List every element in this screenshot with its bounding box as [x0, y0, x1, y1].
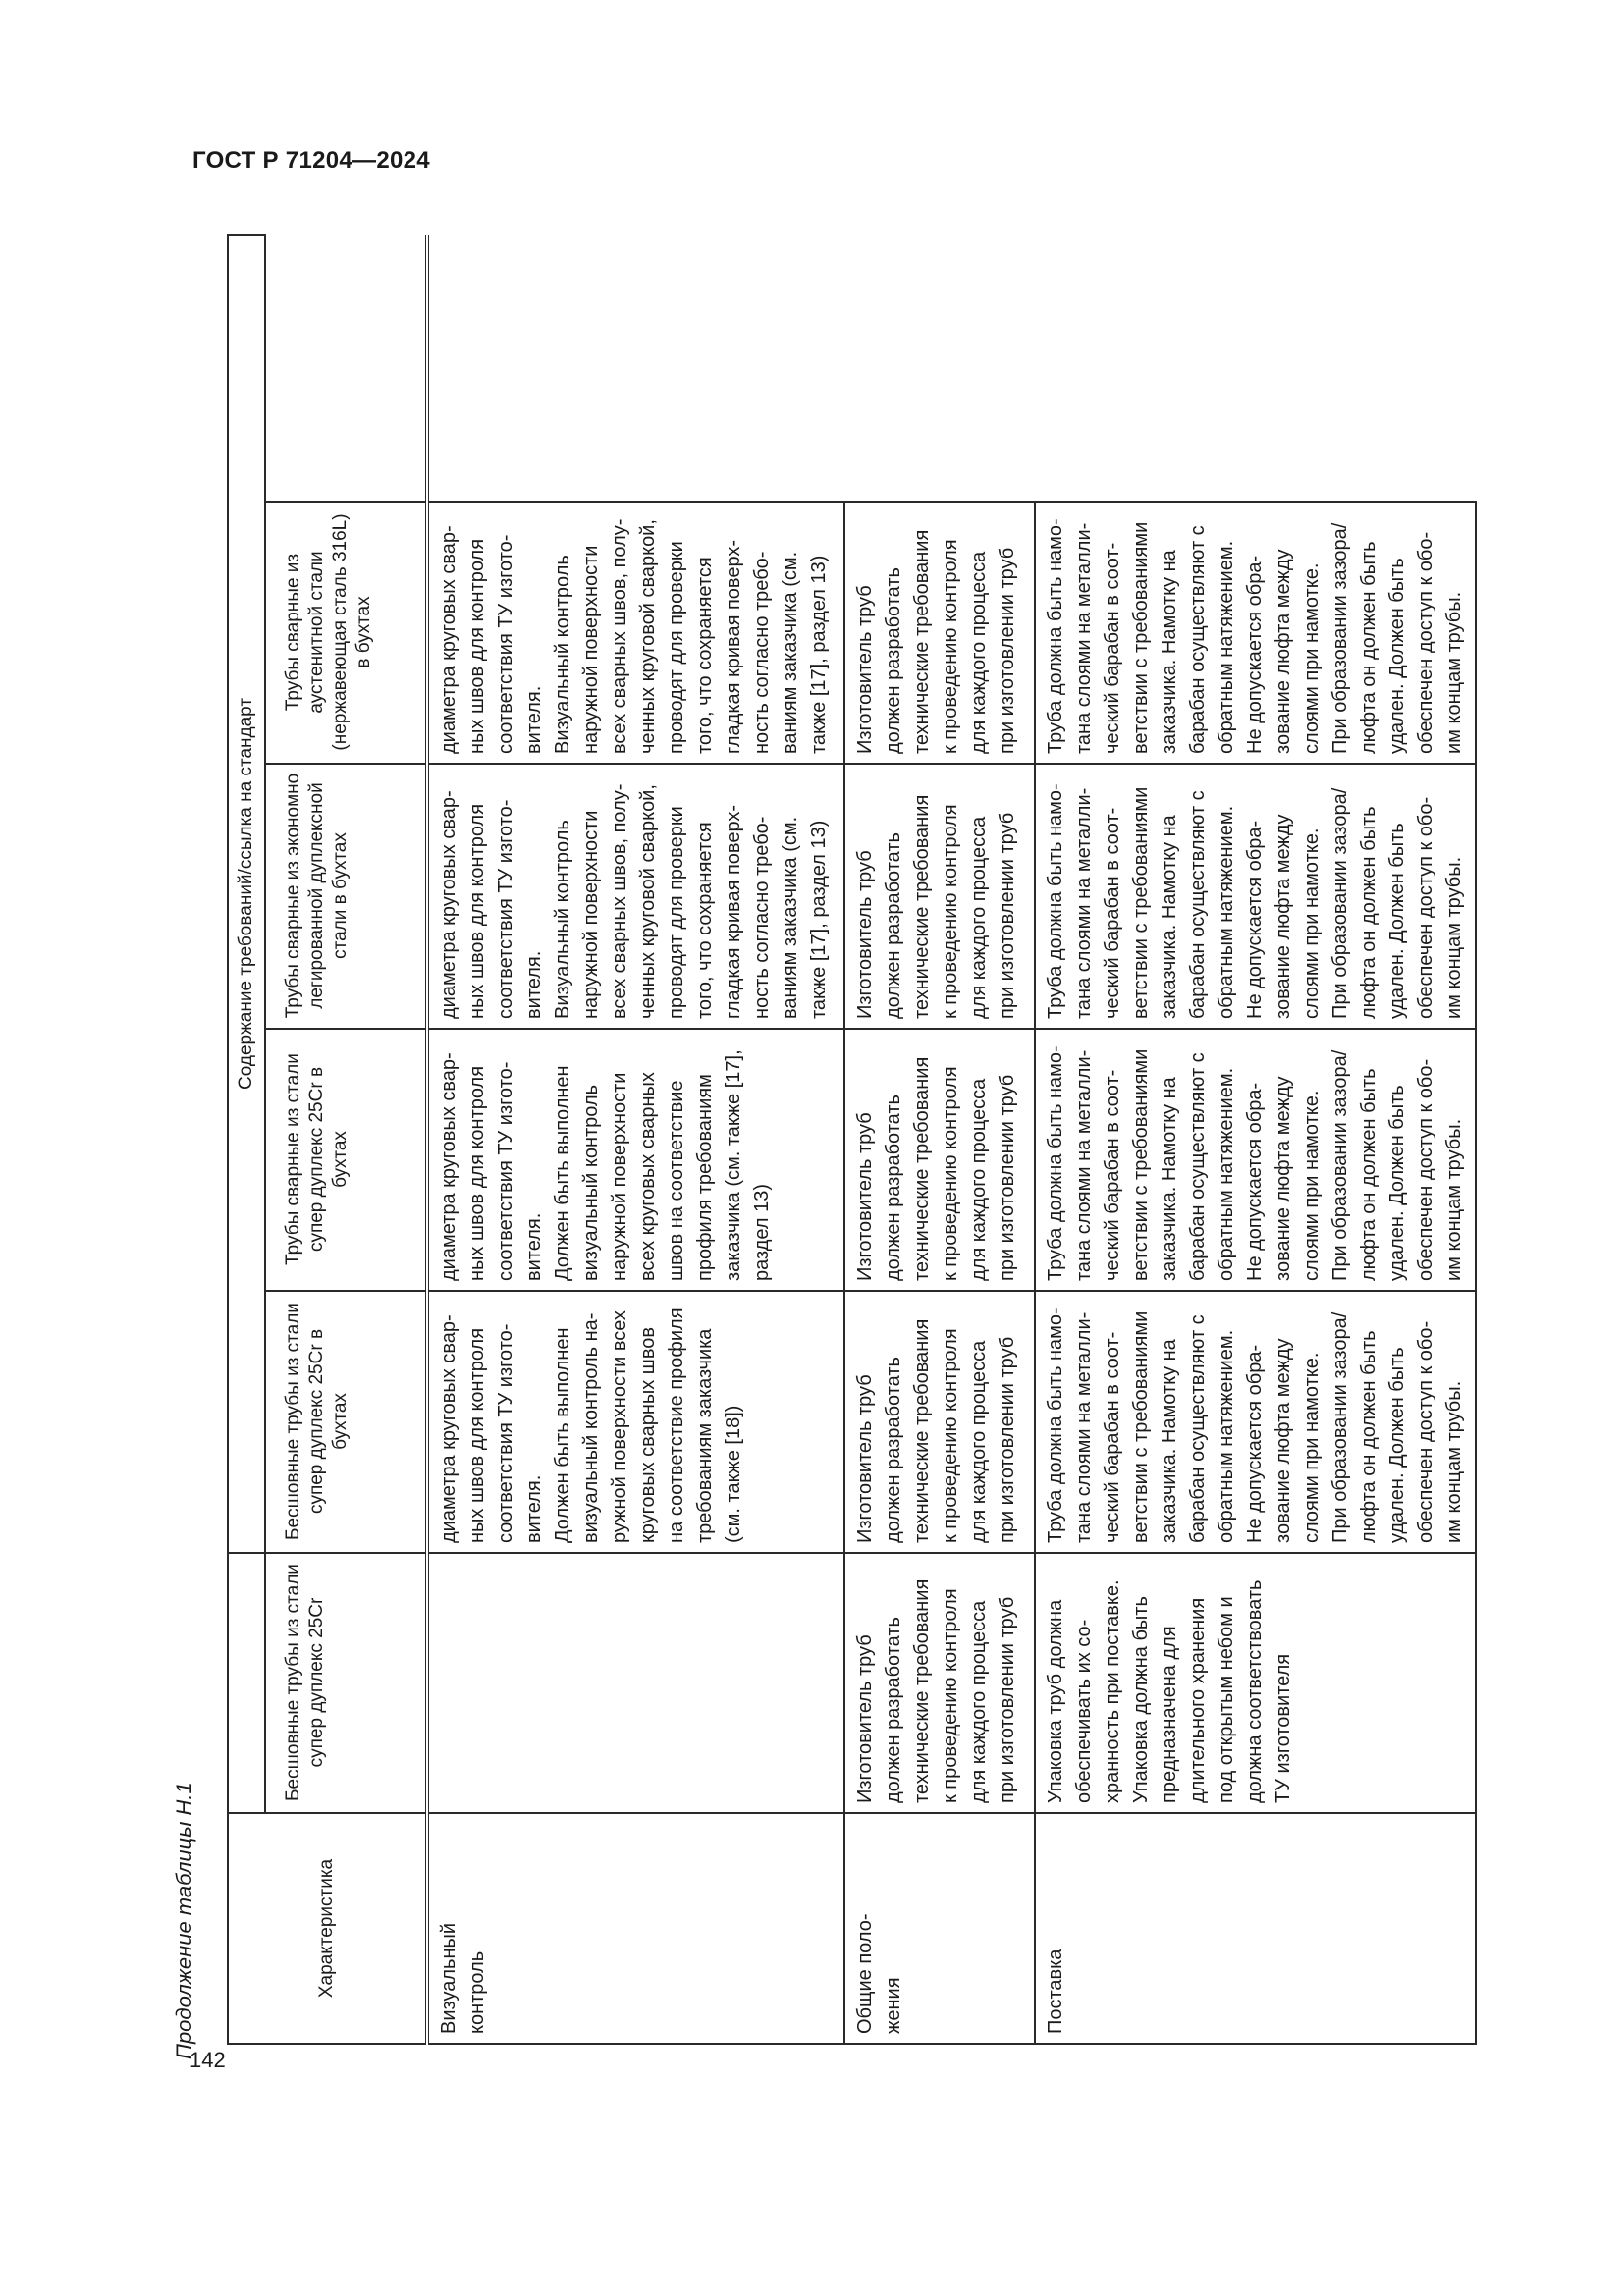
column-header-austenitic-coil: Трубы сварные из аустенитной стали (нержавеющая сталь 316L) в бухтах	[265, 502, 427, 764]
table-column-header-row	[265, 235, 427, 2044]
table-cell: диаметра круговых свар- ных швов для контроля соответствия ТУ изгото- вителя. Визуальный контроль наружной поверхности всех сварных швов, полу- ченных круговой сваркой, проводят для проверки того, что сохраняется гладкая кривая поверх- ность согласно требо- ваниям заказчика (см. также [17], раздел 13)	[427, 502, 844, 764]
table-cell: Труба должна быть намо- тана слоями на металли- ческий барабан в соот- ветствии с требованиями заказчика. Намотку на барабан осуществляют с обратным натяжением. Не допускается обра- зование люфта между слоями при намотке. При образовании зазора/ люфта он должен быть удален. Должен быть обеспечен доступ к обо- им концам трубы.	[1035, 502, 1476, 764]
column-header-characteristic: Характеристика	[228, 1813, 427, 2044]
table-cell: диаметра круговых свар- ных швов для контроля соответствия ТУ изгото- вителя. Должен быть выполнен визуальный контроль на- ружной поверхности всех круговых сварных швов на соответствие профиля требованиям заказчика (см. также [18])	[427, 1291, 844, 1553]
table-cell: Труба должна быть намо- тана слоями на металли- ческий барабан в соот- ветствии с требованиями заказчика. Намотку на барабан осуществляют с обратным натяжением. Не допускается обра- зование люфта между слоями при намотке. При образовании зазора/ люфта он должен быть удален. Должен быть обеспечен доступ к обо- им концам трубы.	[1035, 764, 1476, 1029]
table-cell: диаметра круговых свар- ных швов для контроля соответствия ТУ изгото- вителя. Визуальный контроль наружной поверхности всех сварных швов, полу- ченных круговой сваркой, проводят для проверки того, что сохраняется гладкая кривая поверх- ность согласно требо- ваниям заказчика (см. также [17], раздел 13)	[427, 764, 844, 1029]
table-group-header-row	[228, 235, 265, 2044]
rotated-table-area	[172, 224, 1465, 2059]
group-header: Содержание требований/ссылка на стандарт	[228, 235, 265, 1553]
table-cell: Изготовитель труб должен разработать технические требования к проведению контроля для каждого процесса при изготовлении труб	[844, 764, 1035, 1029]
requirements-table	[227, 234, 1477, 2045]
table-cell: Труба должна быть намо- тана слоями на металли- ческий барабан в соот- ветствии с требованиями заказчика. Намотку на барабан осуществляют с обратным натяжением. Не допускается обра- зование люфта между слоями при намотке. При образовании зазора/ люфта он должен быть удален. Должен быть обеспечен доступ к обо- им концам трубы.	[1035, 1029, 1476, 1291]
table-row	[427, 235, 844, 2044]
table-cell: диаметра круговых свар- ных швов для контроля соответствия ТУ изгото- вителя. Должен быть выполнен визуальный контроль наружной поверхности всех круговых сварных швов на соответствие профиля требованиям заказчика (см. также [17], раздел 13)	[427, 1029, 844, 1291]
page-number: 142	[189, 2048, 226, 2072]
column-header-seamless-coil: Бесшовные трубы из стали супер дуплекс 25Cr в бухтах	[265, 1291, 427, 1553]
spacer-header	[228, 1553, 265, 1813]
column-header-seamless: Бесшовные трубы из стали супер дуплекс 25Cr	[265, 1553, 427, 1813]
document-code: ГОСТ Р 71204—2024	[192, 147, 430, 174]
table-cell	[427, 1553, 844, 1813]
table-cell: Изготовитель труб должен разработать технические требования к проведению контроля для каждого процесса при изготовлении труб	[844, 502, 1035, 764]
table-cell: Упаковка труб должна обеспечивать их со- хранность при поставке. Упаковка должна быть предназначена для длительного хранения под открытым небом и должна соответствовать ТУ изготовителя	[1035, 1553, 1476, 1813]
table-continuation-label: Продолжение таблицы Н.1	[172, 1782, 196, 2059]
row-characteristic: Визуальный контроль	[427, 1813, 844, 2044]
row-characteristic: Общие поло- жения	[844, 1813, 1035, 2044]
row-characteristic: Поставка	[1035, 1813, 1476, 2044]
column-header-welded-coil: Трубы сварные из стали супер дуплекс 25Cr в бухтах	[265, 1029, 427, 1291]
table-cell: Изготовитель труб должен разработать технические требования к проведению контроля для каждого процесса при изготовлении труб	[844, 1029, 1035, 1291]
column-header-lean-duplex-coil: Трубы сварные из экономно легированной дуплексной стали в бухтах	[265, 764, 427, 1029]
table-cell: Труба должна быть намо- тана слоями на металли- ческий барабан в соот- ветствии с требованиями заказчика. Намотку на барабан осуществляют с обратным натяжением. Не допускается обра- зование люфта между слоями при намотке. При образовании зазора/ люфта он должен быть удален. Должен быть обеспечен доступ к обо- им концам трубы.	[1035, 1291, 1476, 1553]
table-row	[1035, 235, 1476, 2044]
table-cell: Изготовитель труб должен разработать технические требования к проведению контроля для каждого процесса при изготовлении труб	[844, 1553, 1035, 1813]
table-row	[844, 235, 1035, 2044]
table-cell: Изготовитель труб должен разработать технические требования к проведению контроля для каждого процесса при изготовлении труб	[844, 1291, 1035, 1553]
